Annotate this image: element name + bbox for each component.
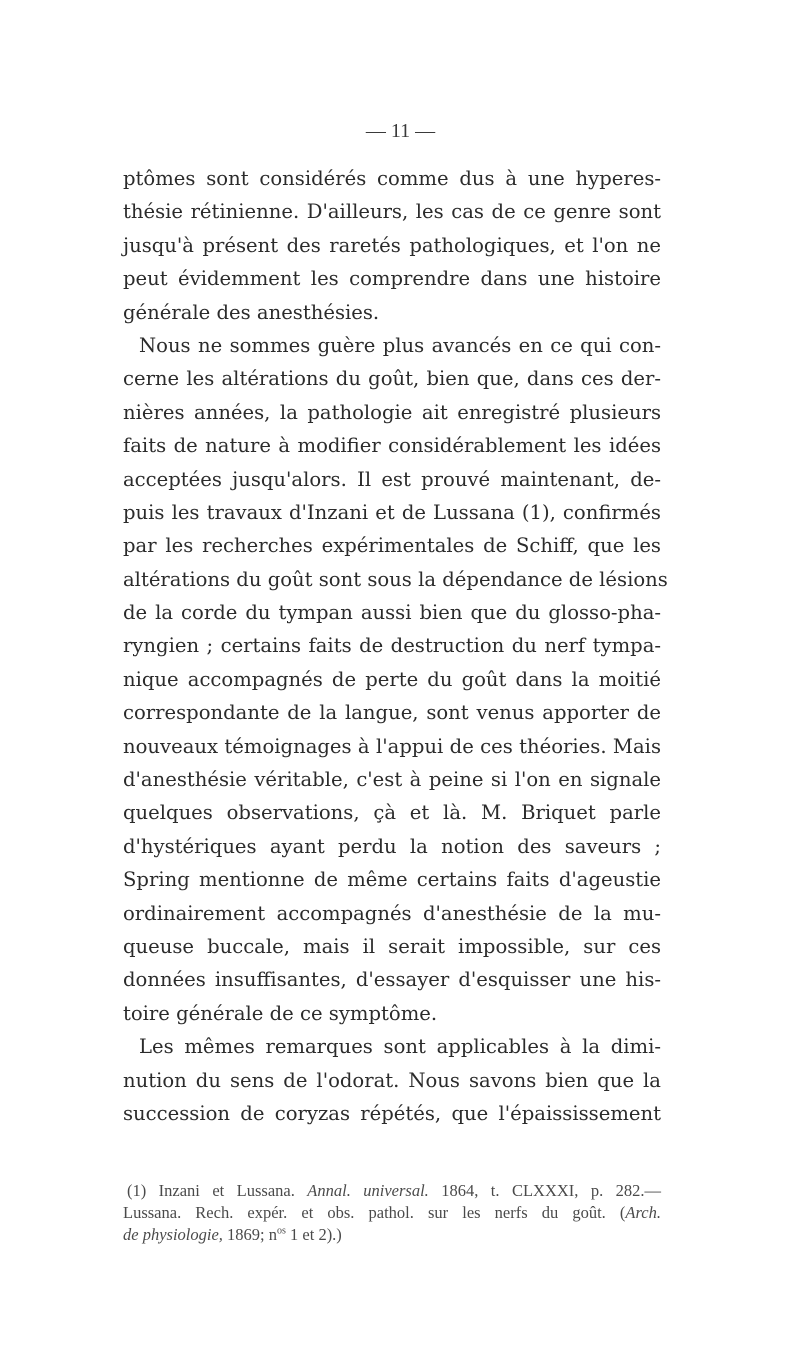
- text-line: faits de nature à modifier considérablement les idées: [123, 434, 661, 458]
- footnote-text: 1869; n: [227, 1225, 277, 1244]
- text-line: nique accompagnés de perte du goût dans la moitié: [123, 667, 661, 691]
- footnote-line: [123, 1180, 661, 1202]
- text-line: données insuffisantes, d'essayer d'esquisser une his-: [123, 968, 661, 992]
- text-line: nution du sens de l'odorat. Nous savons bien que la: [123, 1068, 661, 1092]
- text-line: générale des anesthésies.: [123, 300, 380, 324]
- text-line: altérations du goût sont sous la dépendance de lésions: [123, 567, 668, 591]
- text-line: thésie rétinienne. D'ailleurs, les cas de ce genre sont: [123, 200, 661, 224]
- text-line: cerne les altérations du goût, bien que, dans ces der-: [123, 367, 661, 391]
- footnotes: [123, 1180, 661, 1246]
- footnote-text: Lussana. Rech. expér. et obs. pathol. sur les nerfs du goût. (: [123, 1203, 626, 1222]
- footnote-line: [123, 1224, 661, 1246]
- footnote-reference: 1864, t. CLXXXI, p. 282.—: [441, 1181, 662, 1200]
- body-text: [123, 162, 668, 1130]
- text-line: Nous ne sommes guère plus avancés en ce qui con-: [139, 333, 661, 357]
- text-line: jusqu'à présent des raretés pathologiques, et l'on ne: [123, 233, 661, 257]
- text-line: acceptées jusqu'alors. Il est prouvé maintenant, de-: [123, 467, 661, 491]
- text-line: queuse buccale, mais il serait impossible, sur ces: [123, 934, 661, 958]
- text-line: succession de coryzas répétés, que l'épaississement: [123, 1101, 661, 1125]
- text-line: ryngien ; certains faits de destruction du nerf tympa-: [123, 634, 661, 658]
- footnote-superscript: os: [277, 1225, 286, 1237]
- footnote-journal: Arch.: [625, 1203, 661, 1222]
- text-line: d'hystériques ayant perdu la notion des saveurs ;: [123, 834, 661, 858]
- text-line: par les recherches expérimentales de Schiff, que les: [123, 534, 661, 558]
- text-line: d'anesthésie véritable, c'est à peine si l'on en signale: [123, 768, 661, 792]
- text-line: de la corde du tympan aussi bien que du glosso-pha-: [123, 601, 661, 625]
- footnote-line: [123, 1202, 661, 1224]
- text-line: toire générale de ce symptôme.: [123, 1001, 438, 1025]
- text-line: ptômes sont considérés comme dus à une hyperes-: [123, 167, 661, 190]
- text-line: correspondante de la langue, sont venus apporter de: [123, 701, 661, 725]
- footnote-journal: de physiologie,: [123, 1225, 223, 1244]
- text-line: Spring mentionne de même certains faits d'ageustie: [123, 868, 661, 892]
- text-line: peut évidemment les comprendre dans une histoire: [123, 267, 661, 291]
- text-line: Les mêmes remarques sont applicables à la dimi-: [139, 1035, 661, 1059]
- page-number: — 11 —: [365, 120, 436, 142]
- footnote-journal: Annal. universal.: [307, 1181, 429, 1200]
- text-line: quelques observations, çà et là. M. Briquet parle: [123, 801, 661, 825]
- footnote-text: 1 et 2).): [290, 1225, 342, 1244]
- footnote-authors: (1) Inzani et Lussana.: [127, 1181, 295, 1200]
- text-line: nouveaux témoignages à l'appui de ces théories. Mais: [123, 734, 661, 758]
- text-line: nières années, la pathologie ait enregistré plusieurs: [123, 400, 661, 424]
- text-line: ordinairement accompagnés d'anesthésie de la mu-: [123, 901, 661, 925]
- text-line: puis les travaux d'Inzani et de Lussana (1), confirmés: [123, 500, 661, 524]
